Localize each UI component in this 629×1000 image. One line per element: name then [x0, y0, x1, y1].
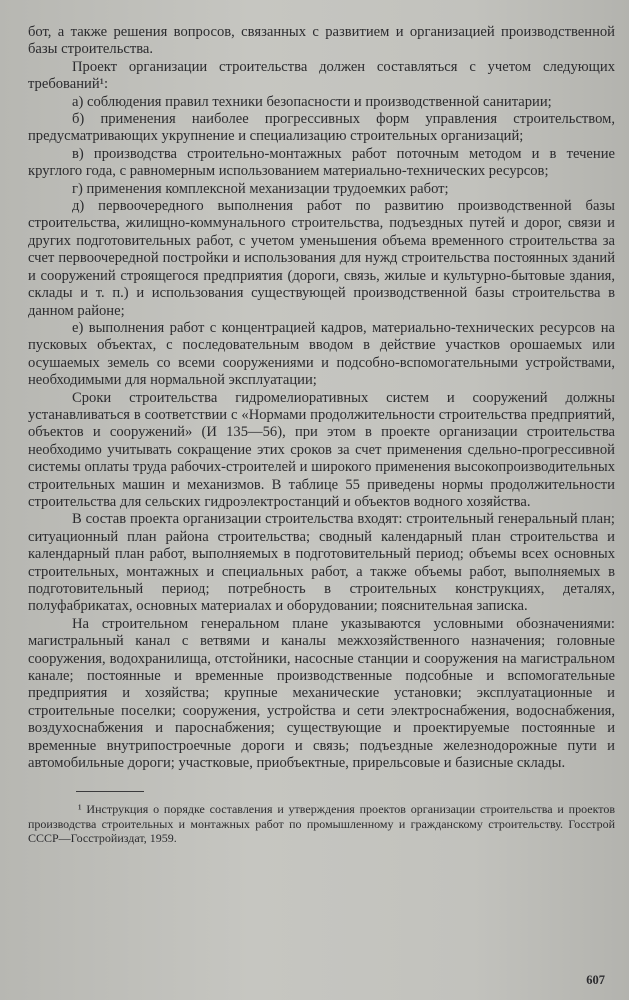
paragraph-2: Проект организации строительства должен составляться с учетом следующих требований¹: — [28, 58, 615, 93]
list-item-e: е) выполнения работ с концентрацией кадров, материально-технических ресурсов на пусковых объектах, с последовательным вводом в действие участков орошаемых или осушаемых земель со всеми сооружениями и подсобно-вспомогательными устройствами, необходимыми для нормальной эксплуатации; — [28, 319, 615, 389]
list-item-v: в) производства строительно-монтажных работ поточным методом и в течение круглого года, с равномерным использованием материально-технических ресурсов; — [28, 145, 615, 180]
paragraph-1: бот, а также решения вопросов, связанных с развитием и организацией производственной базы строительства. — [28, 24, 615, 58]
footnote: ¹ Инструкция о порядке составления и утверждения проектов организации строительства и проектов производства строительных и монтажных работ по промышленному и гражданскому строительству. Госстрой СССР—Госстройиздат, 1959. — [28, 802, 615, 846]
list-item-g: г) применения комплексной механизации трудоемких работ; — [72, 180, 449, 197]
list-item-d: д) первоочередного выполнения работ по развитию производственной базы строительства, жилищно-коммунального строительства, подъездных путей и дорог, связи и других подготовительных работ, с учетом уменьшения объема временного строительства за счет первоочередной постройки и использования для нужд строительства постоянных зданий и сооружений строящегося предприятия (дороги, связь, жилые и культурно-бытовые здания, склады и т. п.) и использования существующей производственной базы строительства в данном районе; — [28, 198, 615, 319]
list-item-b: б) применения наиболее прогрессивных форм управления строительством, предусматривающих укрупнение и специализацию строительных организаций; — [28, 111, 615, 145]
page-number: 607 — [586, 973, 605, 987]
paragraph-deadlines: Сроки строительства гидромелиоративных систем и сооружений должны устанавливаться в соответствии с «Нормами продолжительности строительства предприятий, объектов и сооружений» (И 135—56), при этом в проекте организации строительства необходимо учитывать сокращение этих сроков за счет применения сдельно-прогрессивной системы оплаты труда рабочих-строителей и широкого применения высокопроизводительных строительных машин и механизмов. В таблице 55 приведены нормы продолжительности строительства для сельских гидроэлектростанций и объектов водного хозяйства. — [28, 389, 615, 510]
body-text — [28, 24, 615, 772]
list-item-a: а) соблюдения правил техники безопасности и производственной санитарии; — [72, 93, 552, 110]
footnote-divider — [76, 791, 144, 792]
paragraph-project-composition: В состав проекта организации строительства входят: строительный генеральный план; ситуационный план района строительства; сводный календарный план строительства и календарный план работ, выполняемых в подготовительный период; объемы всех основных строительных, монтажных и специальных работ, а также объемы работ, выполняемых в подготовительный период; потребность в строительных конструкциях, деталях, полуфабрикатах, основных материалах и оборудовании; пояснительная записка. — [28, 511, 615, 615]
paragraph-general-plan: На строительном генеральном плане указываются условными обозначениями: магистральный канал с ветвями и каналы межхозяйственного назначения; головные сооружения, водохранилища, отстойники, насосные станции и сооружения на магистральном канале; постоянные и временные производственные подсобные и вспомогательные предприятия и хозяйства; крупные механические установки; эксплуатационные и строительные поселки; сооружения, устройства и сети электроснабжения, водоснабжения, воздухоснабжения и пароснабжения; существующие и проектируемые постоянные и временные внутрипостроечные дороги и связь; подъездные железнодорожные пути и автомобильные дороги; участковые, приобъектные, прирельсовые и базисные склады. — [28, 615, 615, 772]
